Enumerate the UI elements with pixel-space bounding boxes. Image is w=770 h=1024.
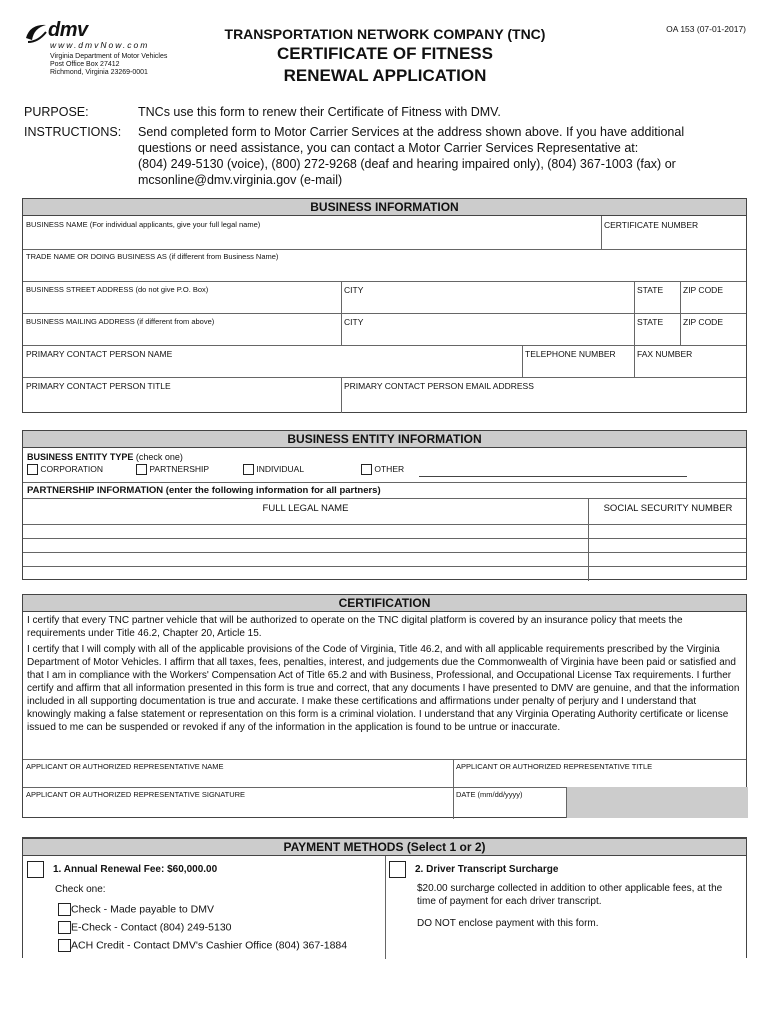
entity-option[interactable]: OTHER [361, 464, 404, 475]
fax-field[interactable]: FAX NUMBER [637, 349, 693, 359]
certification-section [22, 594, 747, 818]
contact-email-field[interactable]: PRIMARY CONTACT PERSON EMAIL ADDRESS [344, 381, 534, 391]
payment-sub-option[interactable]: Check - Made payable to DMV [58, 903, 214, 916]
contact-title-field[interactable]: PRIMARY CONTACT PERSON TITLE [26, 381, 171, 391]
business-info-heading: BUSINESS INFORMATION [23, 199, 746, 216]
transcript-note: DO NOT enclose payment with this form. [417, 918, 599, 929]
entity-option[interactable]: PARTNERSHIP [136, 464, 209, 475]
title-line3: RENEWAL APPLICATION [283, 66, 487, 85]
mailing-city-field[interactable]: CITY [344, 317, 364, 327]
purpose-text: TNCs use this form to renew their Certificate of Fitness with DMV. [138, 105, 501, 119]
entity-info-heading: BUSINESS ENTITY INFORMATION [23, 431, 746, 448]
title-line1: TRANSPORTATION NETWORK COMPANY (TNC) [224, 26, 546, 42]
payment-sub-option[interactable]: E-Check - Contact (804) 249-5130 [58, 921, 232, 934]
logo-agency: Virginia Department of Motor Vehicles [50, 53, 168, 60]
entity-type-hint: (check one) [135, 452, 183, 462]
ach-checkbox[interactable] [58, 939, 71, 952]
col-full-legal-name: FULL LEGAL NAME [262, 503, 349, 514]
instructions-line: Send completed form to Motor Carrier Services at the address shown above. If you have additional [138, 125, 685, 139]
col-ssn: SOCIAL SECURITY NUMBER [603, 503, 733, 514]
corporation-checkbox[interactable] [27, 464, 38, 475]
annual-fee-label: 1. Annual Renewal Fee: $60,000.00 [53, 864, 218, 875]
partnership-checkbox[interactable] [136, 464, 147, 475]
certification-heading: CERTIFICATION [23, 595, 746, 612]
payment-sub-option[interactable]: ACH Credit - Contact DMV's Cashier Office (804) 367-1884 [58, 939, 347, 952]
date-field[interactable]: DATE (mm/dd/yyyy) [456, 790, 523, 799]
transcript-text: $20.00 surcharge collected in addition to other applicable fees, at the time of payment for each driver transcript. [417, 883, 723, 907]
transcript-label: 2. Driver Transcript Surcharge [415, 864, 559, 875]
entity-option[interactable]: INDIVIDUAL [243, 464, 304, 475]
instructions-label: INSTRUCTIONS: [24, 125, 122, 139]
certification-para2: I certify that I will comply with all of the applicable provisions of the Code of Virginia, Title 46.2, and with all applicable requirements prescribed by the Virginia Department of Motor Vehicles. I affirm that all taxes, fees, penalties, interest, and judgements due the Commonwealth of Virginia have been paid or satisfied and that I am in compliance with the Workers' Compensation Act of Title 65.2 and with Business, Professional, and Occupational License Tax requirements. I further certify and affirm that all information presented in this form is true and correct, that any documents I have presented to DMV are genuine, and that the information included in all supporting documentation is true and accurate. I make these certifications and affirmations under penalty of perjury and I understand that knowingly making a false statement or representation on this form is a criminal violation. I understand that any Virginia Operating Authority certificate or license issued to me can be suspended or revoked if any of the information in the application is found to be untrue or inaccurate. [27, 644, 740, 733]
check-checkbox[interactable] [58, 903, 71, 916]
transcript-checkbox[interactable] [389, 861, 406, 878]
logo-wordmark: dmv [48, 19, 88, 41]
entity-info-section [22, 430, 747, 580]
individual-checkbox[interactable] [243, 464, 254, 475]
office-use-shaded [566, 787, 748, 818]
rep-signature-field[interactable]: APPLICANT OR AUTHORIZED REPRESENTATIVE SIGNATURE [26, 790, 246, 799]
echeck-checkbox[interactable] [58, 921, 71, 934]
state-field[interactable]: STATE [637, 285, 664, 295]
dmv-logo [24, 19, 189, 84]
street-address-field[interactable]: BUSINESS STREET ADDRESS (do not give P.O. Box) [26, 285, 209, 294]
mailing-state-field[interactable]: STATE [637, 317, 664, 327]
rep-name-field[interactable]: APPLICANT OR AUTHORIZED REPRESENTATIVE NAME [26, 762, 224, 771]
purpose-label: PURPOSE: [24, 105, 89, 119]
payment-section [22, 838, 747, 958]
certification-para1: I certify that every TNC partner vehicle that will be authorized to operate on the TNC digital platform is covered by an insurance policy that meets the requirements under Title 46.2, Chapter 20, Article 15. [27, 615, 683, 639]
trade-name-field[interactable]: TRADE NAME OR DOING BUSINESS AS (if different from Business Name) [26, 252, 279, 261]
logo-site: www.dmvNow.com [50, 40, 150, 50]
entity-type-label: BUSINESS ENTITY TYPE [27, 452, 134, 462]
other-checkbox[interactable] [361, 464, 372, 475]
dmv-swoosh-icon [24, 22, 48, 44]
payment-heading: PAYMENT METHODS (Select 1 or 2) [23, 839, 746, 856]
logo-city: Richmond, Virginia 23269-0001 [50, 69, 148, 76]
mailing-zip-field[interactable]: ZIP CODE [683, 317, 723, 327]
partnership-heading: PARTNERSHIP INFORMATION (enter the following information for all partners) [27, 485, 381, 496]
mailing-address-field[interactable]: BUSINESS MAILING ADDRESS (if different from above) [26, 317, 215, 326]
rep-title-field[interactable]: APPLICANT OR AUTHORIZED REPRESENTATIVE TITLE [456, 762, 653, 771]
form-number: OA 153 (07-01-2017) [666, 24, 746, 34]
logo-pobox: Post Office Box 27412 [50, 61, 120, 68]
instructions-line: mcsonline@dmv.virginia.gov (e-mail) [138, 173, 343, 187]
other-input-line[interactable] [419, 476, 687, 477]
business-name-field[interactable]: BUSINESS NAME (For individual applicants, give your full legal name) [26, 220, 261, 229]
telephone-field[interactable]: TELEPHONE NUMBER [525, 349, 616, 359]
business-info-section [22, 198, 747, 413]
zip-field[interactable]: ZIP CODE [683, 285, 723, 295]
city-field[interactable]: CITY [344, 285, 364, 295]
instructions-line: questions or need assistance, you can contact a Motor Carrier Services Representative at: [138, 141, 639, 155]
contact-name-field[interactable]: PRIMARY CONTACT PERSON NAME [26, 349, 173, 359]
title-line2: CERTIFICATE OF FITNESS [277, 44, 493, 63]
certificate-number-field[interactable]: CERTIFICATE NUMBER [604, 220, 699, 230]
entity-option[interactable]: CORPORATION [27, 464, 103, 475]
check-one-label: Check one: [55, 884, 106, 895]
annual-fee-checkbox[interactable] [27, 861, 44, 878]
instructions-line: (804) 249-5130 (voice), (800) 272-9268 (deaf and hearing impaired only), (804) 367-1003 (fax) or [138, 157, 676, 171]
